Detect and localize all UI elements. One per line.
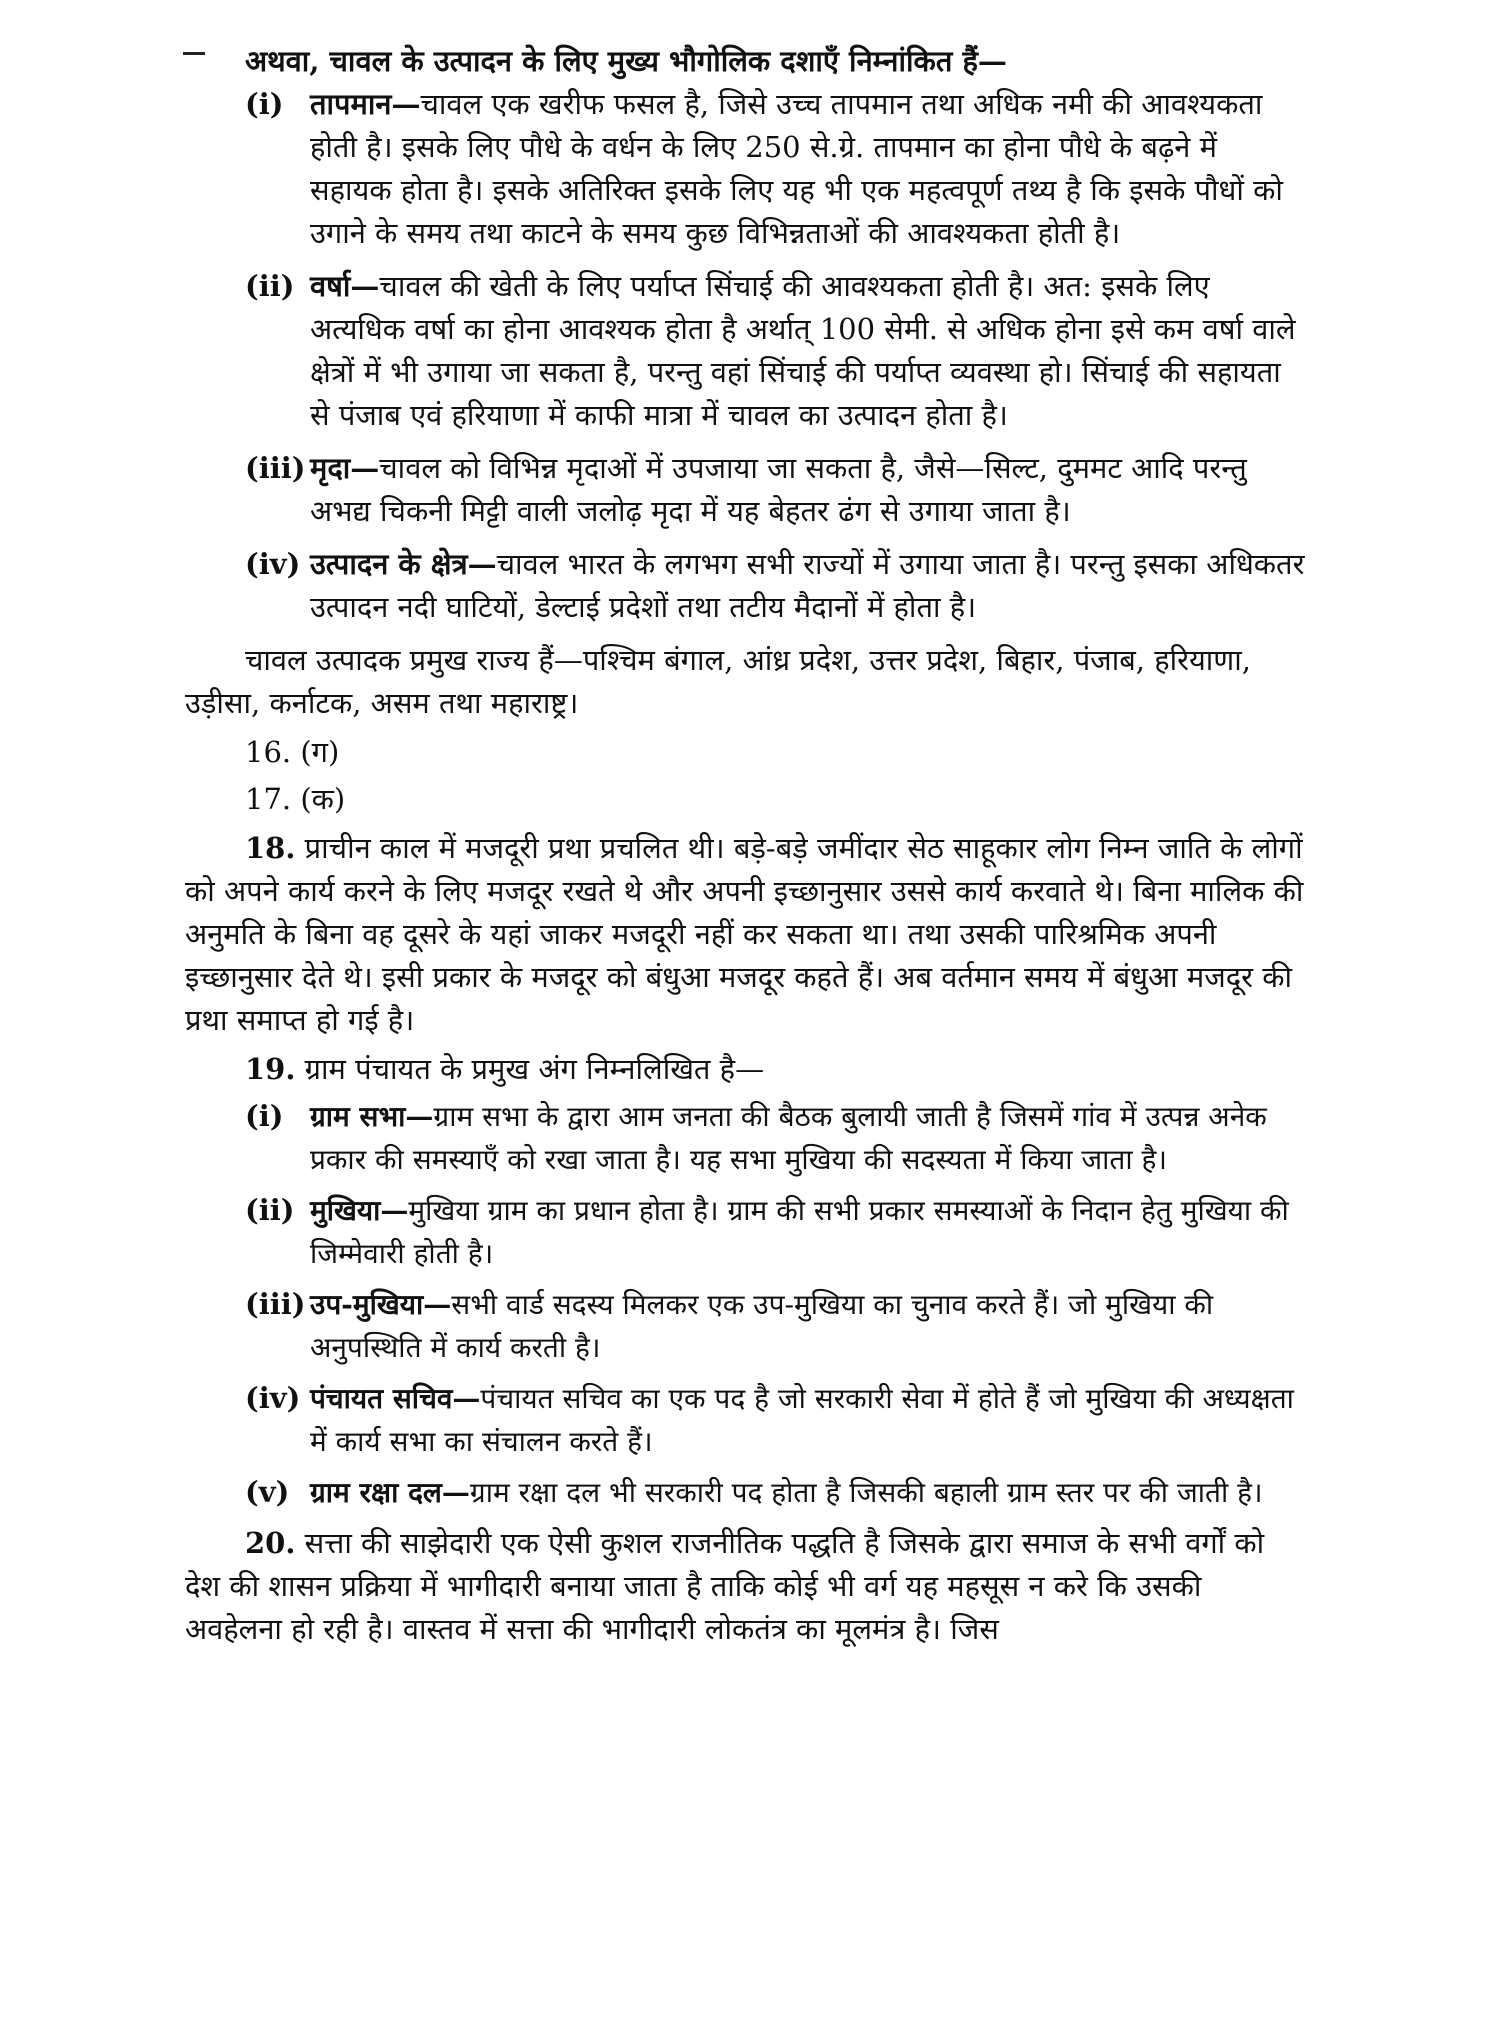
item-term: मृदा— — [310, 451, 380, 485]
item-term: वर्षा— — [310, 269, 380, 303]
answer-number: 18. — [245, 831, 296, 865]
item-number: (ii) — [245, 1193, 295, 1227]
item-text: ग्राम रक्षा दल भी सरकारी पद होता है जिसकी बहाली ग्राम स्तर पर की जाती है। — [469, 1476, 1263, 1509]
item-number: (v) — [245, 1475, 290, 1509]
item-number: (ii) — [245, 269, 295, 303]
item-body — [310, 83, 1305, 255]
item-text: पंचायत सचिव का एक पद है जो सरकारी सेवा में होते हैं जो मुखिया की अध्यक्षता में कार्य सभा का संचालन करते हैं। — [310, 1382, 1294, 1458]
item-number: (i) — [245, 87, 284, 121]
item-text: मुखिया ग्राम का प्रधान होता है। ग्राम की सभी प्रकार समस्याओं के निदान हेतु मुखिया की जिम्मेवारी होती है। — [310, 1194, 1289, 1270]
margin-dash — [183, 52, 205, 55]
item-term: पंचायत सचिव— — [310, 1382, 481, 1415]
item-body — [310, 1189, 1305, 1275]
answer-19-intro — [245, 1048, 1305, 1091]
list-item — [185, 543, 1305, 629]
item-body — [310, 1095, 1305, 1181]
answer-number: 19. — [245, 1052, 296, 1086]
answer-20 — [185, 1522, 1305, 1651]
answer-text: सत्ता की साझेदारी एक ऐसी कुशल राजनीतिक पद्धति है जिसके द्वारा समाज के सभी वर्गों को देश की शासन प्रक्रिया में भागीदारी बनाया जाता है ताकि कोई भी वर्ग यह महसूस न करे कि उसकी अवहेलना हो रही है। वास्तव में सत्ता की भागीदारी लोकतंत्र का मूलमंत्र है। जिस — [185, 1526, 1265, 1646]
list-item — [185, 1095, 1305, 1181]
item-body — [310, 447, 1305, 533]
list-item — [185, 1471, 1305, 1514]
item-number: (iv) — [245, 547, 301, 581]
item-number: (iv) — [245, 1381, 301, 1415]
answer-16: 16. (ग) — [245, 735, 340, 769]
panchayat-points-list — [185, 1095, 1305, 1514]
list-item — [185, 83, 1305, 255]
item-term: ग्राम रक्षा दल— — [310, 1476, 470, 1509]
item-text: चावल एक खरीफ फसल है, जिसे उच्च तापमान तथा अधिक नमी की आवश्यकता होती है। इसके लिए पौधे के वर्धन के लिए 250 से.ग्रे. तापमान का होना पौधे के बढ़ने में सहायक होता है। इसके अतिरिक्त इसके लिए यह भी एक महत्वपूर्ण तथ्य है कि इसके पौधों को उगाने के समय तथा काटने के समय कुछ विभिन्नताओं की आवश्यकता होती है। — [310, 87, 1283, 250]
item-term: उप-मुखिया— — [310, 1288, 452, 1321]
answer-text: प्राचीन काल में मजदूरी प्रथा प्रचलित थी। बड़े-बड़े जमींदार सेठ साहूकार लोग निम्न जाति के लोगों को अपने कार्य करने के लिए मजदूर रखते थे और अपनी इच्छानुसार उससे कार्य करवाते थे। बिना मालिक की अनुमति के बिना वह दूसरे के यहां जाकर मजदूरी नहीं कर सकता था। तथा उसकी पारिश्रमिक अपनी इच्छानुसार देते थे। इसी प्रकार के मजदूर को बंधुआ मजदूर कहते हैं। अब वर्तमान समय में बंधुआ मजदूर की प्रथा समाप्त हो गई है। — [185, 831, 1304, 1037]
item-term: ग्राम सभा— — [310, 1100, 434, 1133]
answer-text: ग्राम पंचायत के प्रमुख अंग निम्नलिखित है— — [304, 1052, 765, 1086]
item-text: ग्राम सभा के द्वारा आम जनता की बैठक बुलायी जाती है जिसमें गांव में उत्पन्न अनेक प्रकार की समस्याएँ को रखा जाता है। यह सभा मुखिया की सदस्यता में किया जाता है। — [310, 1100, 1267, 1176]
item-text: चावल की खेती के लिए पर्याप्त सिंचाई की आवश्यकता होती है। अत: इसके लिए अत्यधिक वर्षा का होना आवश्यक होता है अर्थात् 100 सेमी. से अधिक होना इसे कम वर्षा वाले क्षेत्रों में भी उगाया जा सकता है, परन्तु वहां सिंचाई की पर्याप्त व्यवस्था हो। सिंचाई की सहायता से पंजाब एवं हरियाणा में काफी मात्रा में चावल का उत्पादन होता है। — [310, 269, 1296, 432]
item-text: चावल भारत के लगभग सभी राज्यों में उगाया जाता है। परन्तु इसका अधिकतर उत्पादन नदी घाटियों, डेल्टाई प्रदेशों तथा तटीय मैदानों में होता है। — [310, 547, 1305, 624]
item-term: उत्पादन के क्षेत्र— — [310, 547, 497, 581]
answer-17: 17. (क) — [245, 782, 346, 816]
item-body — [310, 1283, 1305, 1369]
item-body — [310, 265, 1305, 437]
list-item — [185, 1189, 1305, 1275]
rice-points-list — [185, 83, 1305, 629]
list-item — [185, 1283, 1305, 1369]
item-number: (iii) — [245, 451, 306, 485]
item-text: सभी वार्ड सदस्य मिलकर एक उप-मुखिया का चुनाव करते हैं। जो मुखिया की अनुपस्थिति में कार्य करती है। — [310, 1288, 1214, 1364]
item-number: (i) — [245, 1099, 284, 1133]
item-text: चावल को विभिन्न मृदाओं में उपजाया जा सकता है, जैसे—सिल्ट, दुममट आदि परन्तु अभद्य चिकनी मिट्टी वाली जलोढ़ मृदा में यह बेहतर ढंग से उगाया जाता है। — [310, 451, 1247, 528]
item-body — [310, 1471, 1305, 1514]
list-item — [185, 1377, 1305, 1463]
answer-18 — [185, 827, 1305, 1042]
rice-intro: अथवा, चावल के उत्पादन के लिए मुख्य भौगोलिक दशाएँ निम्नांकित हैं— — [245, 44, 1007, 78]
item-term: मुखिया— — [310, 1194, 409, 1227]
item-number: (iii) — [245, 1287, 306, 1321]
list-item — [185, 265, 1305, 437]
list-item — [185, 447, 1305, 533]
rice-states: चावल उत्पादक प्रमुख राज्य हैं—पश्चिम बंगाल, आंध्र प्रदेश, उत्तर प्रदेश, बिहार, पंजाब, हरियाणा, उड़ीसा, कर्नाटक, असम तथा महाराष्ट्र। — [185, 643, 1252, 720]
item-body — [310, 1377, 1305, 1463]
item-body — [310, 543, 1305, 629]
answer-number: 20. — [245, 1526, 296, 1560]
item-term: तापमान— — [310, 87, 421, 121]
